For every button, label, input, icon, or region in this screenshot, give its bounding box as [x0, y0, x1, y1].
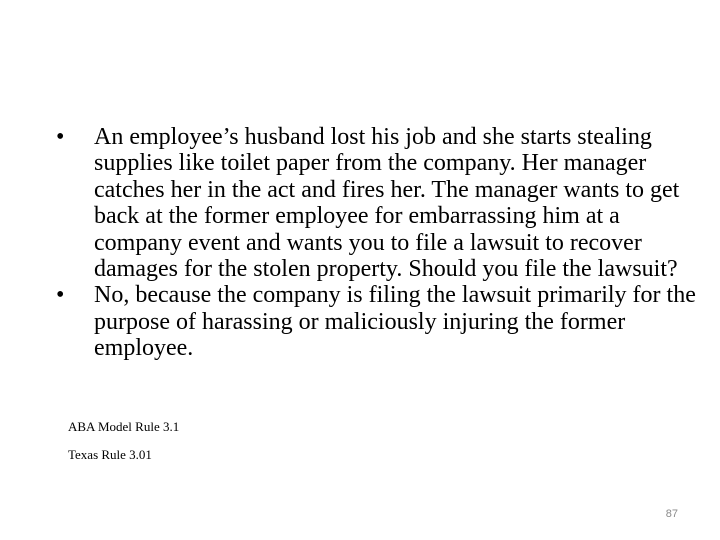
bullet-dot-icon: • [56, 282, 65, 309]
bullet-dot-icon: • [56, 124, 65, 150]
reference-texas-rule: Texas Rule 3.01 [68, 447, 152, 462]
bullet-item-answer [56, 282, 696, 361]
bullet-text-answer: No, because the company is filing the lawsuit primarily for the purpose of harassing or maliciously injuring the former employee. [94, 282, 696, 362]
bullet-list [56, 124, 696, 362]
reference-aba-rule: ABA Model Rule 3.1 [68, 419, 180, 434]
page-number: 87 [665, 508, 678, 520]
bullet-text-question: An employee’s husband lost his job and she starts stealing supplies like toilet paper from the company. Her manager catches her in the act and fires her. The manager wants to get back at the former employee for embarrassing him at a company event and wants you to file a lawsuit to recover damages for the stolen property. Should you file the lawsuit? [94, 124, 680, 283]
bullet-item-question [56, 124, 696, 282]
